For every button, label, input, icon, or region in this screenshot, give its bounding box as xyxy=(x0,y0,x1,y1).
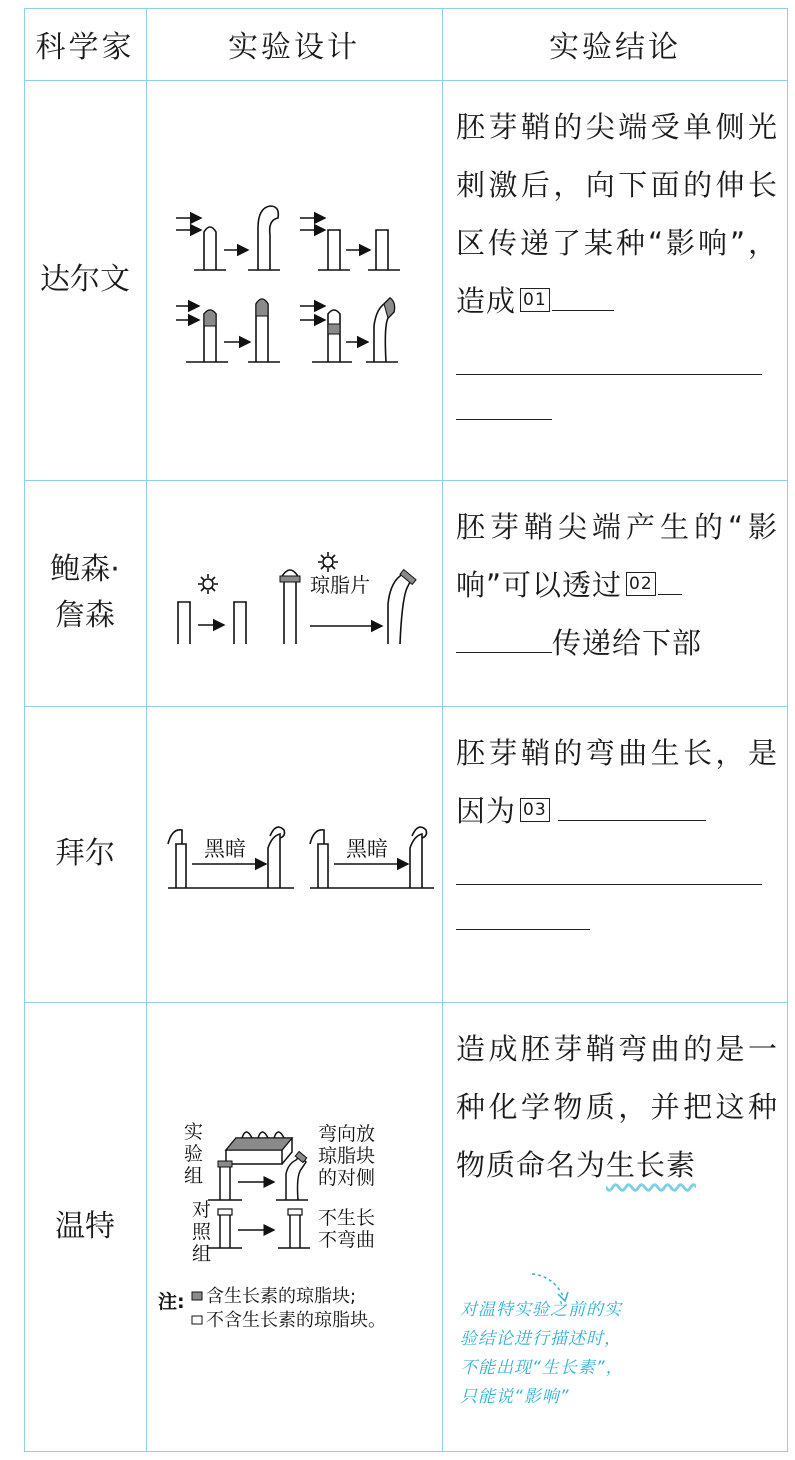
handwritten-note-line4: 只能说“影响” xyxy=(460,1387,570,1407)
answer-blank-02-line2[interactable] xyxy=(456,622,552,653)
boysen-jensen-experiment-figure xyxy=(146,480,442,706)
dark-label-1: 黑暗 xyxy=(204,837,246,861)
exp-result-line2: 琼脂块 xyxy=(318,1145,376,1167)
conclusion-darwin xyxy=(442,98,788,480)
handwritten-note xyxy=(460,1296,780,1412)
ctrl-group-char-1: 对 xyxy=(192,1199,212,1221)
experiment-table xyxy=(24,8,788,1452)
answer-blank-03-line2[interactable] xyxy=(456,840,762,885)
agar-without-auxin-icon xyxy=(192,1316,202,1324)
answer-blank-02[interactable] xyxy=(658,564,682,595)
blank-number-01: 01 xyxy=(520,288,550,312)
scientist-darwin: 达尔文 xyxy=(40,262,130,297)
ctrl-group-char-2: 照 xyxy=(192,1221,212,1243)
header-scientist: 科学家 xyxy=(35,30,135,65)
blank-number-03: 03 xyxy=(520,798,550,822)
answer-blank-03-line3[interactable] xyxy=(456,899,590,930)
handwritten-note-line1: 对温特实验之前的实 xyxy=(460,1300,622,1320)
scientist-went: 温特 xyxy=(55,1208,115,1244)
table-border-bottom xyxy=(24,1451,788,1452)
scientist-name-part2: 詹森 xyxy=(54,598,115,633)
design-paal xyxy=(146,706,442,1002)
note-line2: 不含生长素的琼脂块。 xyxy=(206,1310,386,1331)
paal-experiment-figure xyxy=(146,706,442,1002)
conclusion-boysen-jensen-text-b: 传递给下部 xyxy=(552,626,703,660)
note-label: 注: xyxy=(158,1291,185,1313)
exp-result-line1: 弯向放 xyxy=(318,1123,376,1145)
note-line1: 含生长素的琼脂块; xyxy=(206,1286,357,1307)
darwin-experiment-figure xyxy=(146,80,442,480)
answer-blank-03[interactable] xyxy=(558,790,706,821)
answer-blank-01-line2[interactable] xyxy=(456,330,762,375)
ctrl-result-line1: 不生长 xyxy=(318,1207,376,1229)
scientist-name-part1: 鲍森· xyxy=(50,552,120,587)
conclusion-paal-text: 胚芽鞘的弯曲生长，是因为 xyxy=(456,736,778,828)
handwritten-note-line3: 不能出现“生长素”， xyxy=(460,1358,624,1378)
design-darwin xyxy=(146,80,442,480)
conclusion-went xyxy=(442,1020,788,1280)
design-boysen-jensen xyxy=(146,480,442,706)
exp-result-line3: 的对侧 xyxy=(318,1167,376,1189)
dark-label-2: 黑暗 xyxy=(346,837,388,861)
exp-group-char-1: 实 xyxy=(184,1121,204,1143)
agar-with-auxin-icon xyxy=(192,1292,202,1300)
exp-group-char-3: 组 xyxy=(184,1165,204,1187)
went-experiment-figure xyxy=(146,1002,442,1451)
blank-number-02: 02 xyxy=(626,572,656,596)
answer-blank-01-line3[interactable] xyxy=(456,389,552,420)
header-conclusion: 实验结论 xyxy=(549,30,681,65)
conclusion-darwin-text: 胚芽鞘的尖端受单侧光刺激后，向下面的伸长区传递了某种“影响”，造成 xyxy=(456,110,778,318)
scientist-paal: 拜尔 xyxy=(55,836,115,871)
header-design: 实验设计 xyxy=(228,30,360,65)
ctrl-group-char-3: 组 xyxy=(192,1243,212,1265)
exp-group-char-2: 验 xyxy=(184,1143,204,1165)
conclusion-went-text: 造成胚芽鞘弯曲的是一种化学物质，并把这种物质命名为 xyxy=(456,1032,778,1182)
auxin-term: 生长素 xyxy=(606,1148,697,1182)
agar-sheet-label: 琼脂片 xyxy=(310,573,370,597)
scientist-boysen-jensen xyxy=(24,480,146,706)
conclusion-boysen-jensen-text-a: 胚芽鞘尖端产生的“影响”可以透过 xyxy=(456,510,778,602)
design-went xyxy=(146,1002,442,1451)
answer-blank-01[interactable] xyxy=(552,280,614,311)
conclusion-paal xyxy=(442,724,788,1002)
ctrl-result-line2: 不弯曲 xyxy=(318,1229,376,1251)
handwritten-note-line2: 验结论进行描述时， xyxy=(460,1329,622,1349)
conclusion-boysen-jensen xyxy=(442,498,788,706)
